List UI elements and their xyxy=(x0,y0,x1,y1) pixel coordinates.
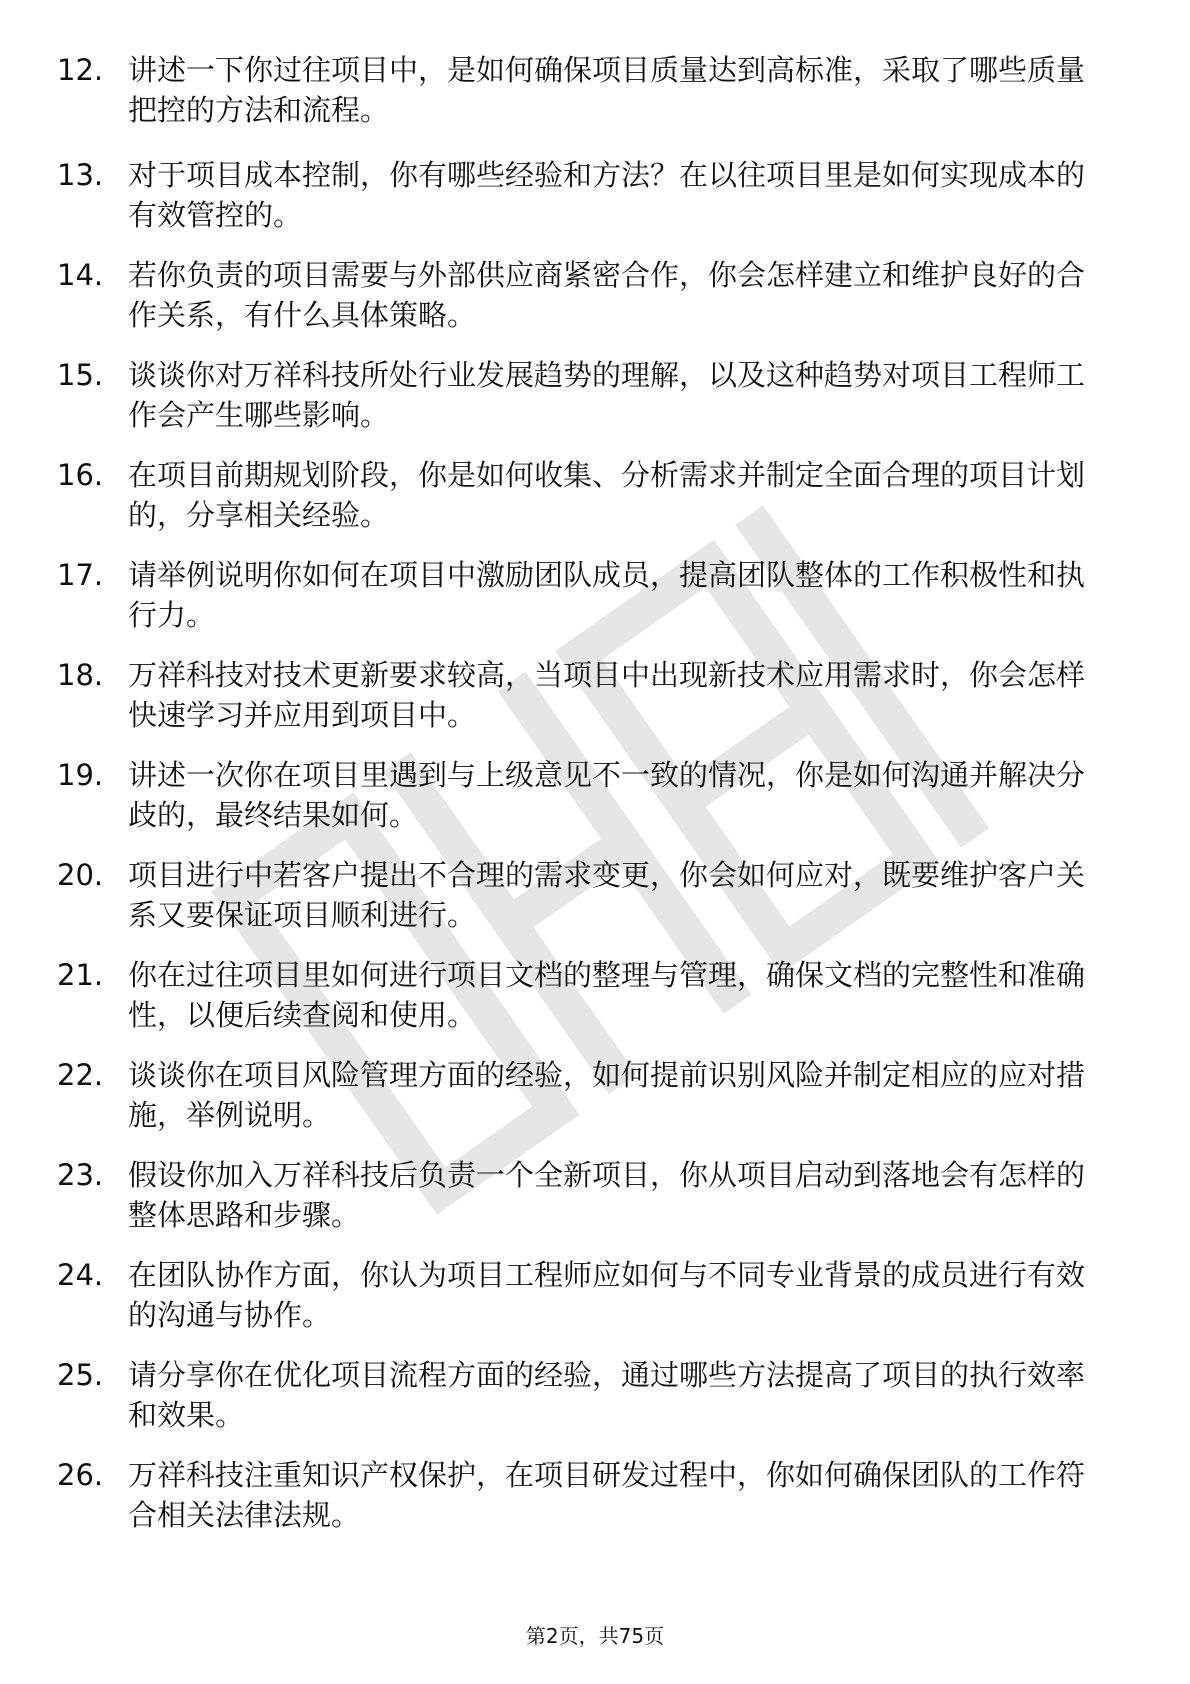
question-number: 26. xyxy=(57,1458,104,1492)
question-number: 24. xyxy=(57,1258,104,1292)
question-text: 讲述一次你在项目里遇到与上级意见不一致的情况，你是如何沟通并解决分歧的，最终结果如何。 xyxy=(128,758,1086,832)
question-item xyxy=(0,1255,1190,1355)
question-text: 讲述一下你过往项目中，是如何确保项目质量达到高标准，采取了哪些质量把控的方法和流程。 xyxy=(128,53,1086,127)
question-text: 在项目前期规划阶段，你是如何收集、分析需求并制定全面合理的项目计划的，分享相关经验。 xyxy=(128,458,1086,532)
question-list xyxy=(0,50,1190,1555)
question-text: 请举例说明你如何在项目中激励团队成员，提高团队整体的工作积极性和执行力。 xyxy=(128,558,1086,632)
question-number: 20. xyxy=(57,858,104,892)
question-number: 13. xyxy=(57,158,104,192)
question-number: 14. xyxy=(57,258,104,292)
question-item xyxy=(0,1155,1190,1255)
page-footer: 第2页，共75页 xyxy=(525,1624,665,1648)
question-text: 若你负责的项目需要与外部供应商紧密合作，你会怎样建立和维护良好的合作关系，有什么具体策略。 xyxy=(128,258,1086,332)
question-number: 17. xyxy=(57,558,104,592)
question-number: 22. xyxy=(57,1058,104,1092)
question-text: 谈谈你对万祥科技所处行业发展趋势的理解，以及这种趋势对项目工程师工作会产生哪些影响。 xyxy=(128,358,1086,432)
question-number: 19. xyxy=(57,758,104,792)
question-text: 假设你加入万祥科技后负责一个全新项目，你从项目启动到落地会有怎样的整体思路和步骤。 xyxy=(128,1158,1086,1232)
question-number: 16. xyxy=(57,458,104,492)
question-text: 谈谈你在项目风险管理方面的经验，如何提前识别风险并制定相应的应对措施，举例说明。 xyxy=(128,1058,1086,1132)
question-item xyxy=(0,1355,1190,1455)
question-item xyxy=(0,1055,1190,1155)
question-item xyxy=(0,555,1190,655)
question-number: 23. xyxy=(57,1158,104,1192)
question-number: 12. xyxy=(57,53,104,87)
question-item xyxy=(0,50,1190,155)
question-item xyxy=(0,955,1190,1055)
question-text: 项目进行中若客户提出不合理的需求变更，你会如何应对，既要维护客户关系又要保证项目顺利进行。 xyxy=(128,858,1086,932)
question-text: 万祥科技注重知识产权保护，在项目研发过程中，你如何确保团队的工作符合相关法律法规。 xyxy=(128,1458,1086,1532)
question-item xyxy=(0,655,1190,755)
question-item xyxy=(0,855,1190,955)
question-text: 万祥科技对技术更新要求较高，当项目中出现新技术应用需求时，你会怎样快速学习并应用到项目中。 xyxy=(128,658,1086,732)
question-text: 在团队协作方面，你认为项目工程师应如何与不同专业背景的成员进行有效的沟通与协作。 xyxy=(128,1258,1086,1332)
question-item xyxy=(0,255,1190,355)
question-item xyxy=(0,355,1190,455)
question-number: 21. xyxy=(57,958,104,992)
question-item xyxy=(0,455,1190,555)
question-number: 18. xyxy=(57,658,104,692)
question-text: 你在过往项目里如何进行项目文档的整理与管理，确保文档的完整性和准确性，以便后续查阅和使用。 xyxy=(128,958,1086,1032)
question-text: 对于项目成本控制，你有哪些经验和方法？在以往项目里是如何实现成本的有效管控的。 xyxy=(128,158,1086,232)
question-number: 25. xyxy=(57,1358,104,1392)
question-item xyxy=(0,755,1190,855)
question-text: 请分享你在优化项目流程方面的经验，通过哪些方法提高了项目的执行效率和效果。 xyxy=(128,1358,1086,1432)
question-item xyxy=(0,1455,1190,1555)
question-number: 15. xyxy=(57,358,104,392)
question-item xyxy=(0,155,1190,255)
